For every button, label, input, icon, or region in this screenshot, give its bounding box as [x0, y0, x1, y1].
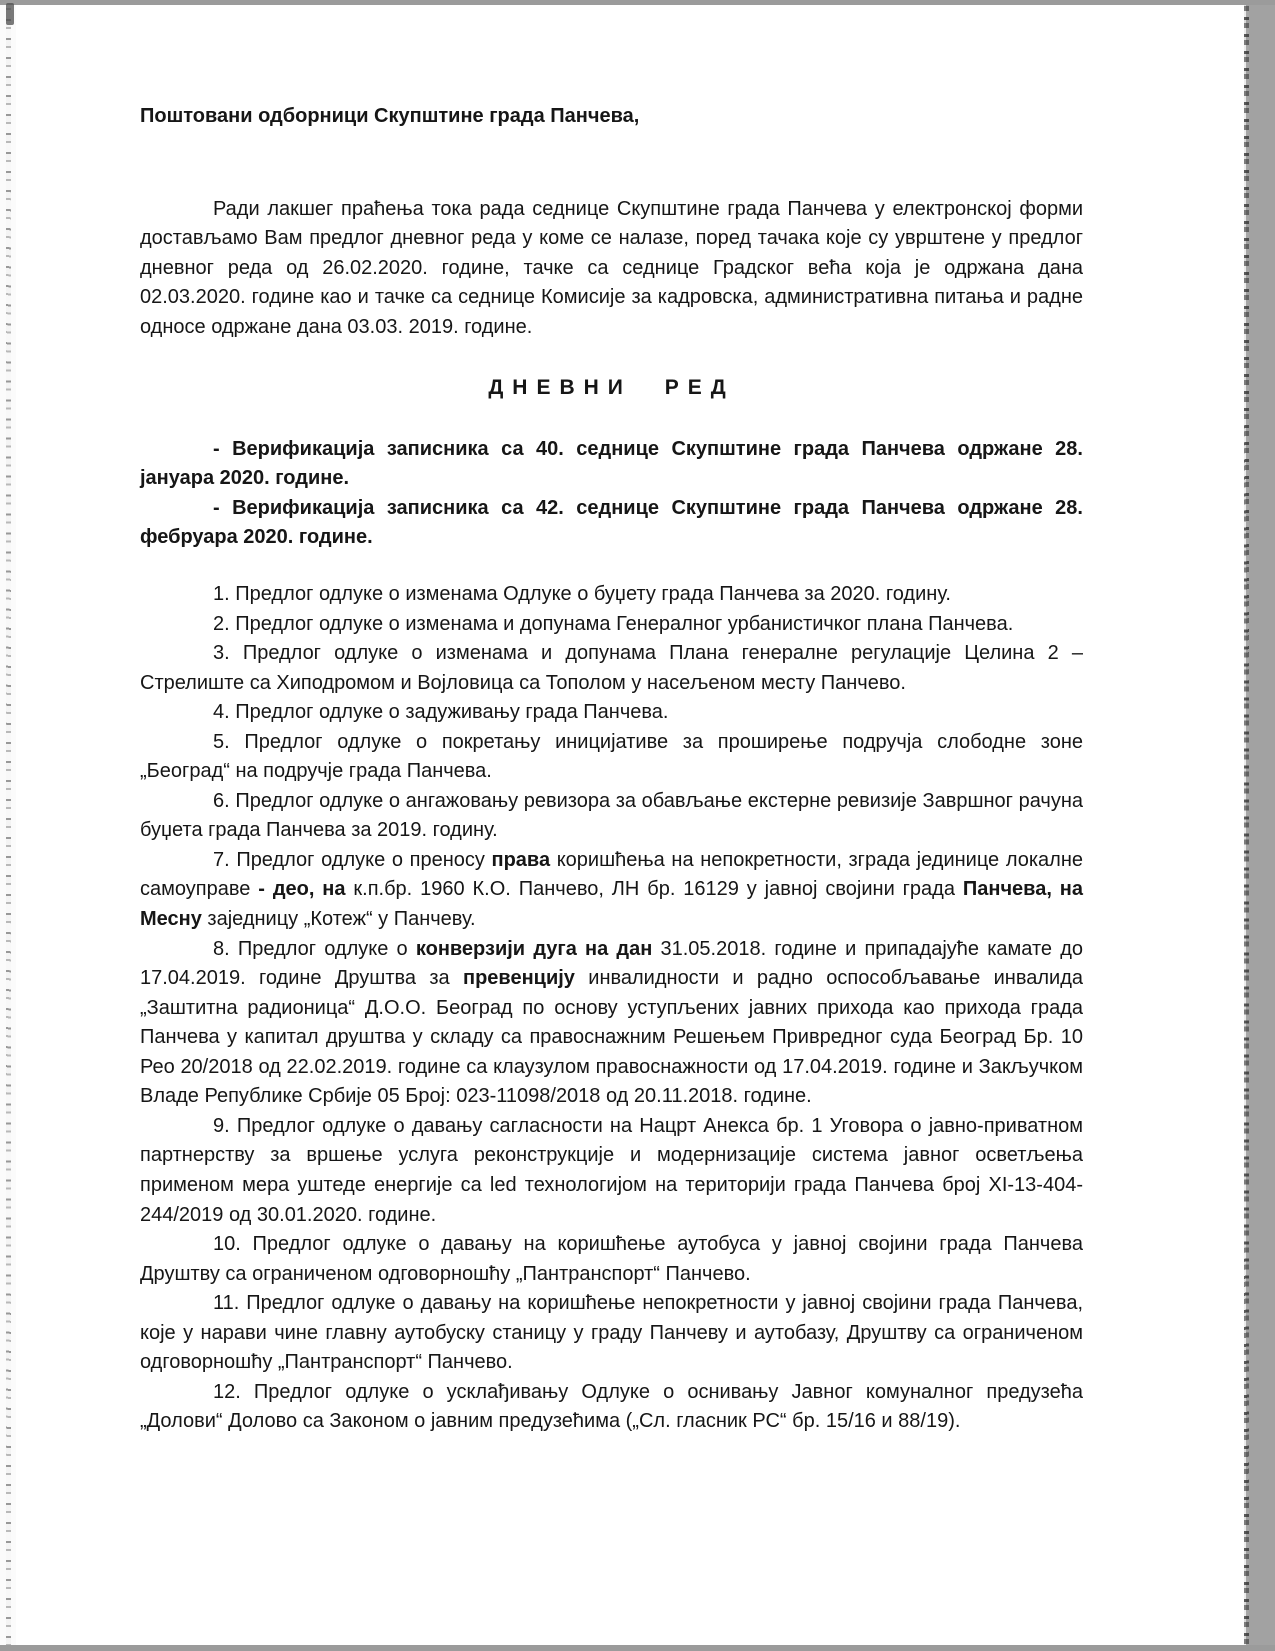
agenda-item-text: 31.05.2018. године и припадајуће камате до 17.04.2019. године Друштва за: [140, 937, 1083, 990]
agenda-item-text: 9. Предлог одлуке о давању сагласности на Нацрт Анекса бр. 1 Уговора о јавно-приватном партнерству за вршење услуга реконструкције и модернизације система јавног осветљења применом мера уштеде енергије са led технологијом на територији града Панчева број XI-13-404-244/2019 од 30.01.2020. године.: [140, 1114, 1083, 1226]
salutation: Поштовани одборници Скупштине града Панчева,: [140, 105, 640, 127]
agenda-item-text: 2. Предлог одлуке о изменама и допунама Генералног урбанистичког плана Панчева.: [213, 612, 1014, 635]
agenda-item-text: 10. Предлог одлуке о давању на коришћење аутобуса у јавној својини града Панчева Друштву са ограниченом одговорношћу „Пантранспорт“ Панчево.: [140, 1233, 1083, 1285]
scan-smudge-mark: [6, 3, 14, 25]
agenda-item: [140, 610, 1083, 640]
agenda-item-text: 7. Предлог одлуке о преносу: [213, 848, 492, 871]
agenda-list: [140, 580, 1083, 1437]
agenda-item-text: 11. Предлог одлуке о давању на коришћење непокретности у јавној својини града Панчева, које у нарави чине главну аутобуску станицу у граду Панчеву и аутобазу, Друштву са ограниченом одговорношћу „Пантранспорт“ Панчево.: [140, 1292, 1083, 1374]
agenda-item-text: 5. Предлог одлуке о покретању иницијативе за проширење подручја слободне зоне „Београд“ на подручје града Панчева.: [140, 730, 1083, 783]
agenda-item: [140, 846, 1083, 935]
agenda-item: [140, 787, 1083, 846]
agenda-item: [140, 728, 1083, 787]
agenda-item-text: 1. Предлог одлуке о изменама Одлуке о буџету града Панчева за 2020. годину.: [213, 583, 951, 606]
agenda-item-text: 4. Предлог одлуке о задуживању града Панчева.: [213, 701, 669, 724]
scan-noise: [6, 0, 11, 1651]
agenda-item: [140, 1112, 1083, 1230]
scan-artifact-right-edge: [1246, 0, 1275, 1651]
agenda-item: [140, 1289, 1083, 1378]
scan-noise: [1244, 0, 1249, 1651]
agenda-item: [140, 935, 1083, 1112]
agenda-item: [140, 1230, 1083, 1289]
scan-artifact-top-edge: [0, 0, 1275, 5]
agenda-item-text: к.п.бр. 1960 К.О. Панчево, ЛН бр. 16129 у јавној својини града: [345, 878, 963, 901]
agenda-item-text: конверзији: [415, 937, 526, 960]
verification-list: [140, 435, 1083, 553]
agenda-item-text: коришћења на непокретности, зграда јединице локалне самоуправе: [140, 848, 1083, 901]
agenda-item-text: 8. Предлог одлуке о: [213, 937, 416, 960]
agenda-title: ДНЕВНИ РЕД: [488, 376, 735, 400]
agenda-item: [140, 639, 1083, 698]
agenda-item-text: 12. Предлог одлуке о усклађивању Одлуке о оснивању Јавног комуналног предузећа „Долови“ Долово са Законом о јавним предузећима („Сл. гласник РС“ бр. 15/16 и 88/19).: [140, 1380, 1083, 1433]
verification-item: - Верификација записника са 40. седнице Скупштине града Панчева одржане 28. јануара 2020. године.: [140, 437, 1083, 490]
agenda-item-text: инвалидности и радно оспособљавање инвалида „Заштитна радионица“ Д.О.О. Београд по основу уступљених јавних прихода као прихода града Панчева у капитал друштва у складу са правоснажним Решењем Привредног суда Београд Бр. 10 Рео 20/2018 од 22.02.2019. године са клаузулом правоснажности од 17.04.2019. године и Закључком Владе Републике Србије 05 Број: 023-11098/2018 од 20.11.2018. године.: [140, 967, 1083, 1108]
agenda-item-text: 6. Предлог одлуке о ангажовању ревизора за обављање екстерне ревизије Завршног рачуна буџета града Панчева за 2019. годину.: [140, 789, 1083, 842]
agenda-item-text: заједницу „Котеж“ у Панчеву.: [201, 908, 476, 931]
agenda-item: [140, 1378, 1083, 1437]
intro-paragraph: Ради лакшег праћења тока рада седнице Скупштине града Панчева у електронској форми достављамо Вам предлог дневног реда у коме се налазе, поред тачака које су уврштене у предлог дневног реда од 26.02.2020. године, тачке са седнице Градског већа која је одржана дана 02.03.2020. године као и тачке са седнице Комисије за кадровска, административна питања и радне односе одржане дана 03.03. 2019. године.: [140, 197, 1083, 338]
scan-artifact-left-edge: [0, 0, 16, 1651]
agenda-item-text: дуга на дан: [533, 937, 653, 960]
agenda-item-text: 3. Предлог одлуке о изменама и допунама Плана генералне регулације Целина 2 – Стрелиште са Хиподромом и Војловица са Тополом у насељеном месту Панчево.: [140, 642, 1083, 694]
scan-artifact-bottom-edge: [0, 1645, 1275, 1651]
agenda-item-text: права: [491, 848, 551, 871]
agenda-item-text: - део, на: [258, 878, 346, 901]
document-body: [140, 102, 1083, 1437]
agenda-item: [140, 580, 1083, 610]
verification-item: - Верификација записника са 42. седнице Скупштине града Панчева одржане 28. фебруара 2020. године.: [140, 496, 1083, 549]
agenda-item-text: Панчева, на Месну: [140, 878, 1083, 931]
agenda-item-text: превенцију: [463, 967, 575, 990]
agenda-item: [140, 698, 1083, 728]
